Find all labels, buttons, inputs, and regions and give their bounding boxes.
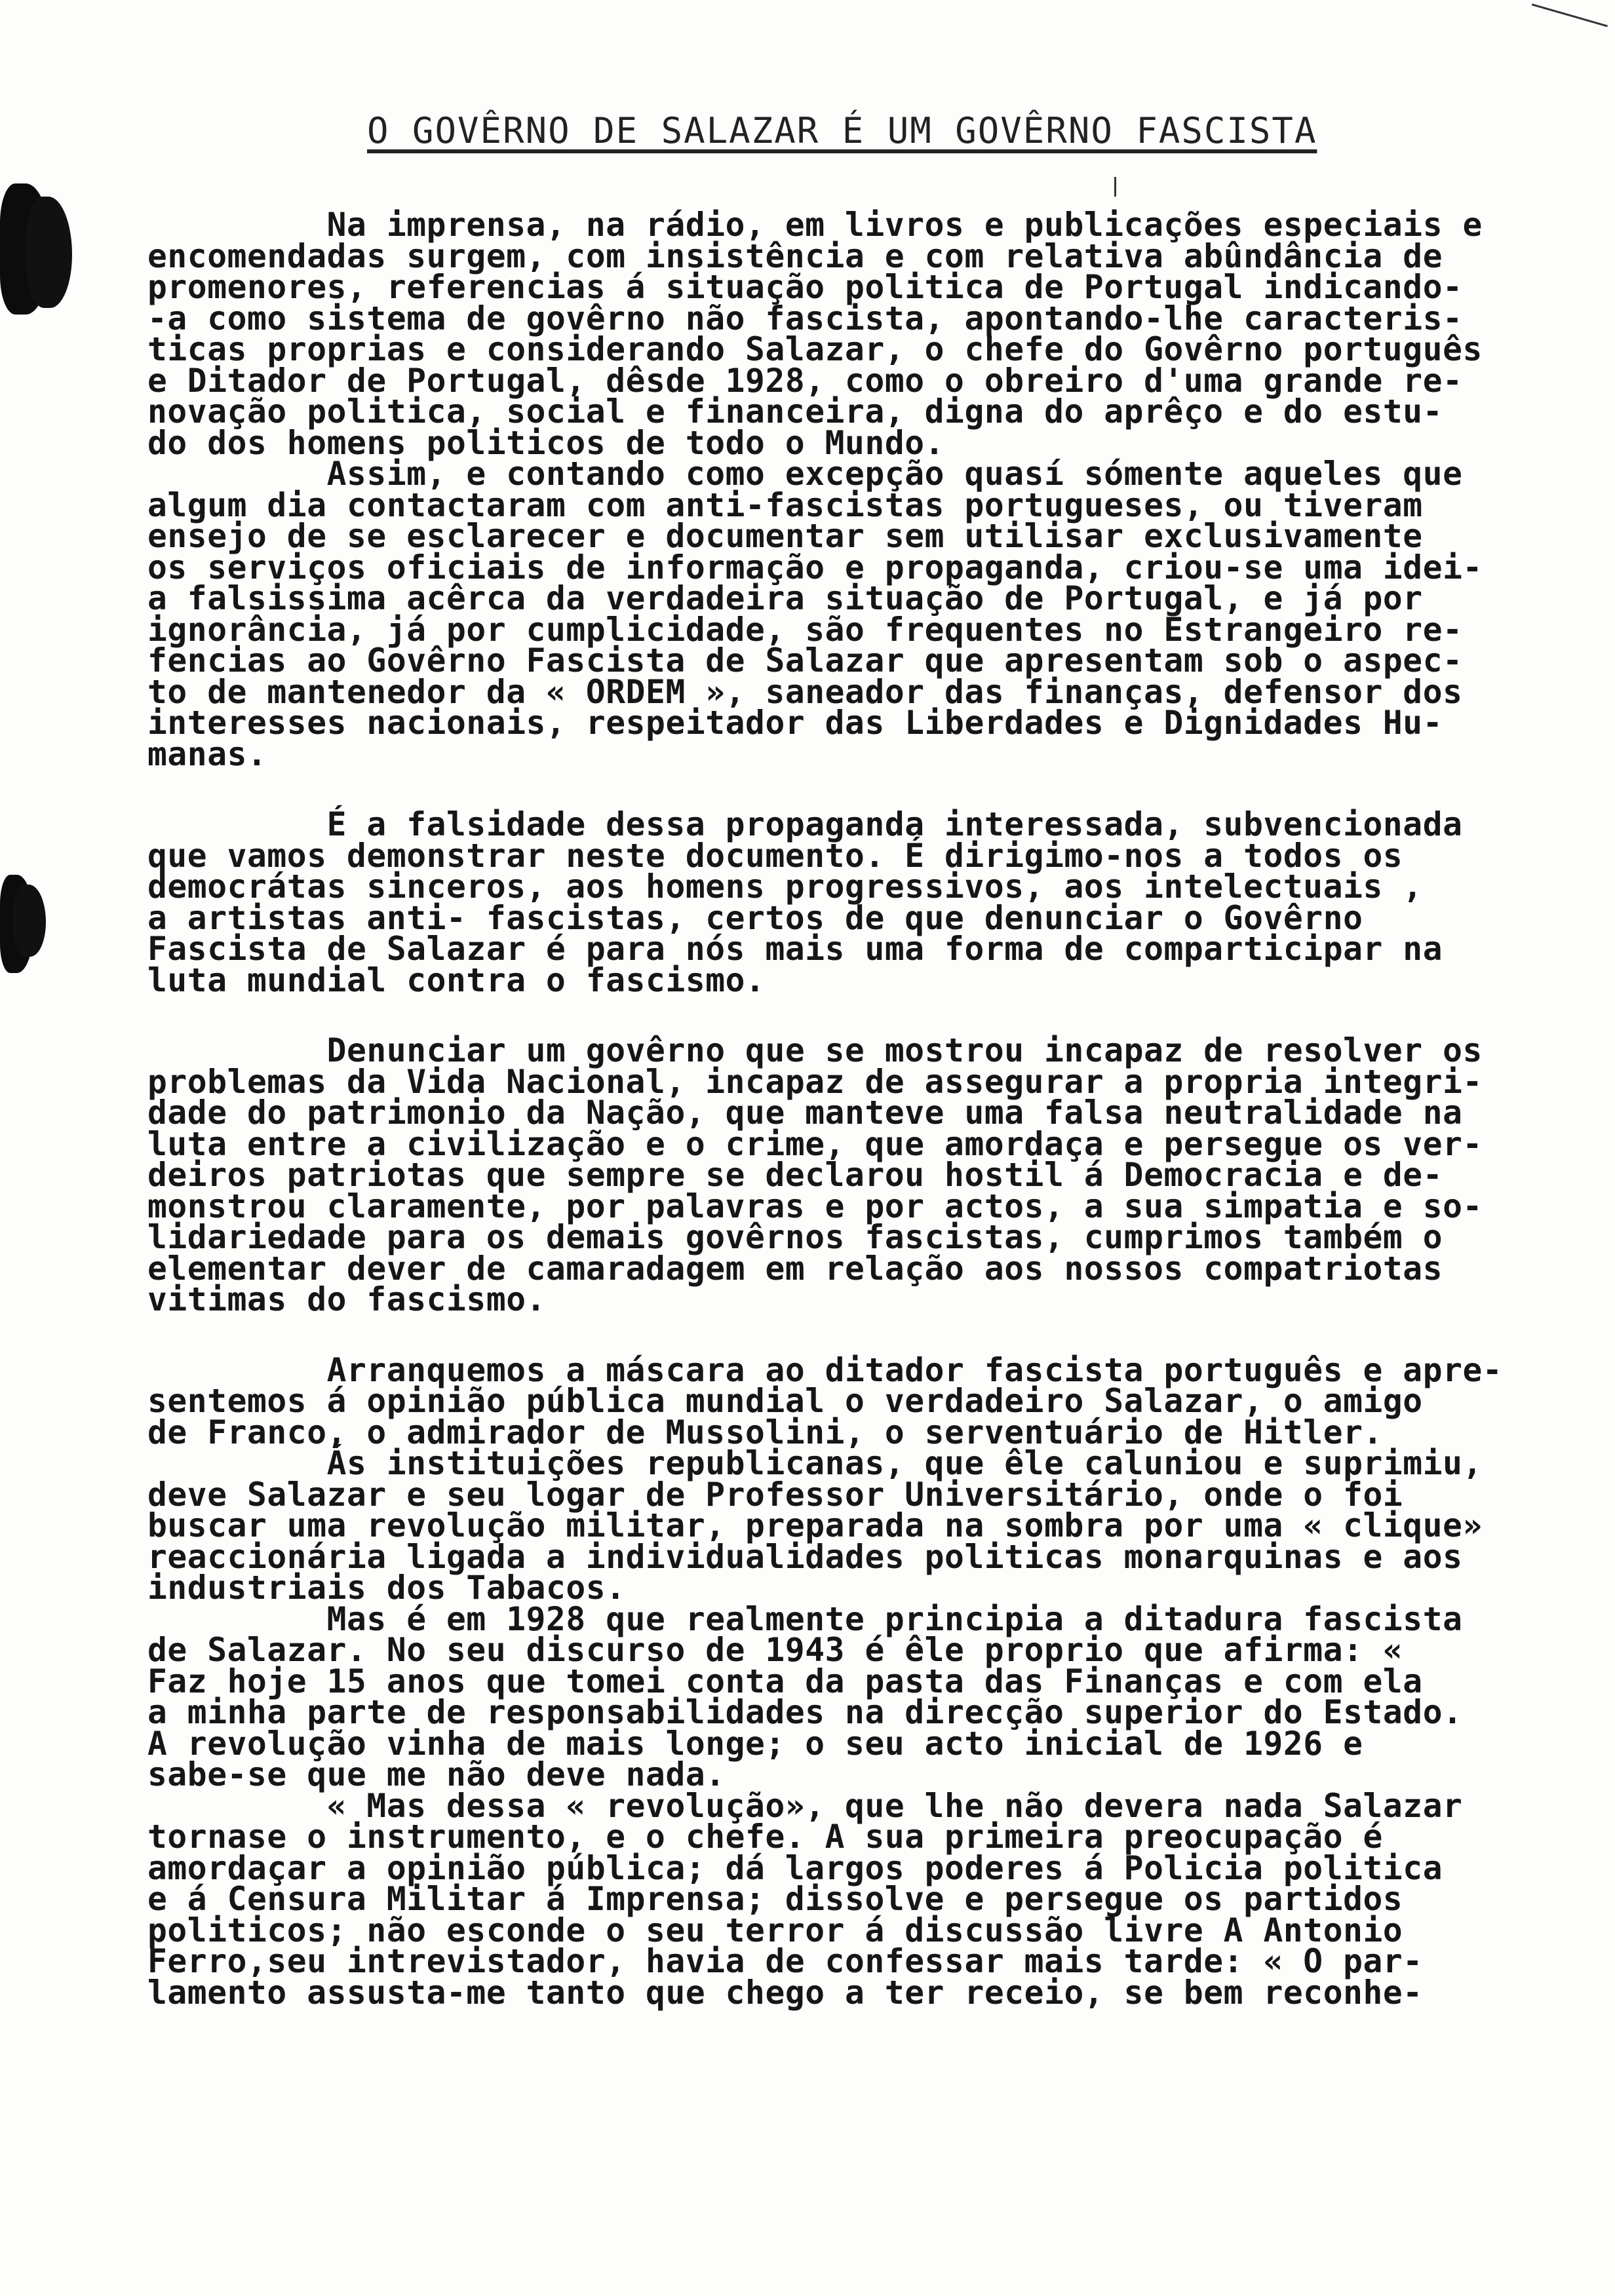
text-line: interesses nacionais, respeitador das Liberdades e Dignidades Hu- — [147, 704, 1443, 742]
text-line: deiros patriotas que sempre se declarou hostil á Democracia e de- — [147, 1156, 1443, 1194]
text-line: algum dia contactaram com anti-fascistas portugueses, ou tiveram — [147, 486, 1423, 524]
text-line: novação politica, social e financeira, digna do aprêço e do estu- — [147, 392, 1443, 430]
text-line: lidariedade para os demais govêrnos fascistas, cumprimos também o — [147, 1218, 1443, 1256]
text-line: dade do patrimonio da Nação, que manteve uma falsa neutralidade na — [147, 1094, 1463, 1132]
text-line: elementar dever de camaradagem em relação aos nossos compatriotas — [147, 1249, 1443, 1288]
ink-blot-upper — [26, 197, 72, 308]
text-line: É a falsidade dessa propaganda interessada, subvencionada — [147, 805, 1463, 843]
text-line: Arranquemos a máscara ao ditador fascista português e apre- — [147, 1350, 1503, 1389]
text-line: tornase o instrumento, e o chefe. A sua primeira preocupação é — [147, 1818, 1383, 1856]
text-line: Faz hoje 15 anos que tomei conta da pasta das Finanças e com ela — [147, 1662, 1423, 1700]
ink-blot-lower — [13, 885, 46, 957]
text-line: democrátas sinceros, aos homens progressivos, aos intelectuais , — [147, 868, 1423, 906]
text-line: monstrou claramente, por palavras e por actos, a sua simpatia e so- — [147, 1187, 1483, 1225]
text-line: Na imprensa, na rádio, em livros e publicações especiais e — [147, 206, 1483, 244]
text-line: fencias ao Govêrno Fascista de Salazar que apresentam sob o aspec- — [147, 641, 1463, 679]
text-line: os serviços oficiais de informação e propaganda, criou-se uma idei- — [147, 548, 1483, 586]
text-line: encomendadas surgem, com insistência e com relativa abûndância de — [147, 237, 1443, 275]
text-line: Fascista de Salazar é para nós mais uma forma de comparticipar na — [147, 930, 1443, 968]
text-line: amordaçar a opinião pública; dá largos poderes á Policia politica — [147, 1848, 1443, 1887]
text-line: e á Censura Militar á Imprensa; dissolve e persegue os partidos — [147, 1880, 1403, 1918]
paragraph-gap — [147, 770, 1471, 809]
text-line: lamento assusta-me tanto que chego a ter receio, se bem reconhe- — [147, 1973, 1423, 2012]
text-line: vitimas do fascismo. — [147, 1280, 547, 1318]
text-line: -a como sistema de govêrno não fascista, apontando-lhe caracteris- — [147, 299, 1463, 337]
text-line: politicos; não esconde o seu terror á discussão livre A Antonio — [147, 1911, 1403, 1949]
text-line: Ferro,seu intrevistador, havia de confessar mais tarde: « O par- — [147, 1942, 1423, 1980]
text-line: do dos homens politicos de todo o Mundo. — [147, 423, 945, 462]
text-line: ignorância, já por cumplicidade, são frequentes no Estrangeiro re- — [147, 610, 1463, 649]
paragraph-gap — [147, 996, 1471, 1035]
text-line: a falsissima acêrca da verdadeira situação de Portugal, e já por — [147, 579, 1423, 617]
text-line: problemas da Vida Nacional, incapaz de assegurar a propria integri- — [147, 1062, 1483, 1101]
text-line: buscar uma revolução militar, preparada na sombra por uma « clique» — [147, 1506, 1483, 1544]
text-line: reaccionária ligada a individualidades politicas monarquinas e aos — [147, 1537, 1463, 1576]
text-line: ensejo de se esclarecer e documentar sem utilisar exclusivamente — [147, 517, 1423, 555]
text-line: que vamos demonstrar neste documento. É dirigimo-nos a todos os — [147, 836, 1403, 875]
text-line: « Mas dessa « revolução», que lhe não devera nada Salazar — [147, 1786, 1463, 1825]
corner-scan-mark — [1532, 0, 1615, 27]
text-line: de Salazar. No seu discurso de 1943 é êle proprio que afirma: « — [147, 1631, 1403, 1669]
document-body — [147, 206, 1503, 2012]
text-line: Ás instituições republicanas, que êle caluniou e suprimiu, — [147, 1444, 1483, 1482]
text-line: to de mantenedor da « ORDEM », saneador das finanças, defensor dos — [147, 672, 1463, 711]
text-line: e Ditador de Portugal, dêsde 1928, como o obreiro d'uma grande re- — [147, 361, 1463, 400]
text-line: deve Salazar e seu logar de Professor Universitário, onde o foi — [147, 1475, 1403, 1514]
text-line: Assim, e contando como excepção quasí sómente aqueles que — [147, 455, 1463, 493]
text-line: promenores, referencias á situação politica de Portugal indicando- — [147, 268, 1463, 306]
text-line: A revolução vinha de mais longe; o seu acto inicial de 1926 e — [147, 1724, 1363, 1763]
text-line: Mas é em 1928 que realmente principia a ditadura fascista — [147, 1599, 1463, 1638]
text-line: de Franco, o admirador de Mussolini, o serventuário de Hitler. — [147, 1413, 1383, 1451]
text-line: sentemos á opinião pública mundial o verdadeiro Salazar, o amigo — [147, 1382, 1423, 1420]
text-line: luta entre a civilização e o crime, que amordaça e persegue os ver- — [147, 1124, 1483, 1163]
text-line: sabe-se que me não deve nada. — [147, 1755, 726, 1793]
text-line: ticas proprias e considerando Salazar, o chefe do Govêrno português — [147, 330, 1483, 368]
paragraph-gap — [147, 1316, 1471, 1355]
text-line: industriais dos Tabacos. — [147, 1569, 626, 1607]
text-line: a minha parte de responsabilidades na direcção superior do Estado. — [147, 1693, 1463, 1731]
text-line: luta mundial contra o fascismo. — [147, 961, 766, 999]
text-line: manas. — [147, 735, 267, 773]
text-line: a artistas anti- fascistas, certos de que denunciar o Govêrno — [147, 898, 1363, 937]
margin-tick-mark — [1114, 177, 1116, 197]
document-title: O GOVÊRNO DE SALAZAR É UM GOVÊRNO FASCISTA — [367, 110, 1317, 151]
text-line: Denunciar um govêrno que se mostrou incapaz de resolver os — [147, 1031, 1483, 1069]
